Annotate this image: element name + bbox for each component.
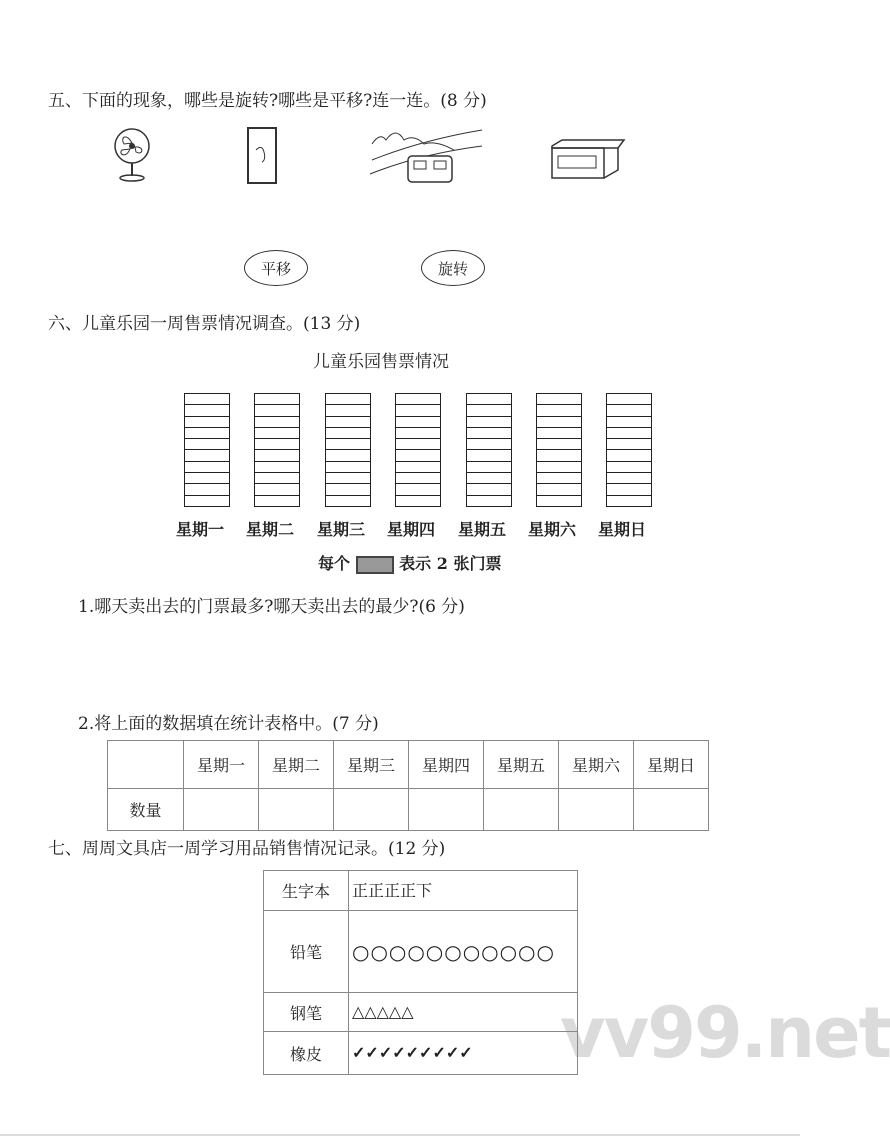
legend-suffix: 表示 2 张门票 [399, 554, 502, 573]
header-cell: 星期二 [258, 741, 333, 789]
ticket-box [467, 405, 511, 416]
header-cell: 星期六 [558, 741, 633, 789]
day-label: 星期六 [528, 520, 577, 539]
day-label: 星期二 [246, 520, 295, 539]
ticket-box [255, 439, 299, 450]
option-rotation[interactable]: 旋转 [421, 250, 485, 286]
ticket-box [326, 484, 370, 495]
header-cell: 星期一 [183, 741, 258, 789]
ticket-box [396, 439, 440, 450]
ticket-box [326, 405, 370, 416]
q5-heading: 五、下面的现象，哪些是旋转?哪些是平移?连一连。(8 分) [48, 91, 487, 111]
pictograph-column [184, 393, 230, 507]
ticket-box [326, 473, 370, 484]
ticket-box [396, 428, 440, 439]
header-cell: 星期五 [483, 741, 558, 789]
q6-sub2: 2.将上面的数据填在统计表格中。(7 分) [78, 714, 379, 734]
ticket-box [537, 450, 581, 461]
tally-marks: △△△△△ [349, 993, 578, 1032]
day-label: 星期四 [387, 520, 436, 539]
ticket-stat-table [107, 740, 709, 831]
q7-heading: 七、周周文具店一周学习用品销售情况记录。(12 分) [48, 839, 446, 859]
day-label: 星期一 [176, 520, 225, 539]
row-label: 数量 [108, 789, 184, 831]
pictograph-column [325, 393, 371, 507]
ticket-box [396, 496, 440, 506]
ticket-box [396, 394, 440, 405]
quantity-input-cell[interactable] [183, 789, 258, 831]
ticket-box [255, 496, 299, 506]
pictograph-column [466, 393, 512, 507]
ticket-box [326, 496, 370, 506]
ticket-box [537, 462, 581, 473]
ticket-box [467, 428, 511, 439]
ticket-box [467, 450, 511, 461]
ticket-box [255, 484, 299, 495]
ticket-box [185, 405, 229, 416]
quantity-input-cell[interactable] [558, 789, 633, 831]
ticket-box [467, 394, 511, 405]
header-cell: 星期日 [633, 741, 708, 789]
chart-legend [318, 551, 501, 574]
ticket-box [326, 439, 370, 450]
corner-cell [108, 741, 184, 789]
ticket-box [607, 428, 651, 439]
item-name: 橡皮 [264, 1032, 349, 1075]
legend-box-icon [356, 556, 394, 574]
ticket-box [467, 484, 511, 495]
tally-marks: ○○○○○○○○○○○ [349, 911, 578, 993]
cable-car-icon [368, 124, 484, 186]
ticket-box [537, 394, 581, 405]
header-cell: 星期四 [408, 741, 483, 789]
watermark: vv99.net [560, 992, 890, 1074]
ticket-box [255, 473, 299, 484]
sliding-door-icon [245, 126, 281, 186]
ticket-box [467, 496, 511, 506]
tally-marks: ✓✓✓✓✓✓✓✓✓ [349, 1032, 578, 1075]
ticket-box [255, 450, 299, 461]
ticket-box [537, 473, 581, 484]
ticket-box [396, 473, 440, 484]
ticket-box [326, 462, 370, 473]
ticket-box [607, 405, 651, 416]
ticket-box [396, 462, 440, 473]
fan-icon [112, 126, 154, 184]
option-translation[interactable]: 平移 [244, 250, 308, 286]
ticket-box [607, 462, 651, 473]
ticket-box [537, 496, 581, 506]
chart-title: 儿童乐园售票情况 [313, 352, 449, 372]
ticket-box [255, 462, 299, 473]
ticket-box [185, 462, 229, 473]
q6-heading: 六、儿童乐园一周售票情况调查。(13 分) [48, 314, 361, 334]
item-name: 铅笔 [264, 911, 349, 993]
ticket-box [185, 428, 229, 439]
ticket-box [607, 484, 651, 495]
quantity-input-cell[interactable] [408, 789, 483, 831]
record-row [264, 871, 578, 911]
quantity-input-cell[interactable] [633, 789, 708, 831]
day-label: 星期三 [317, 520, 366, 539]
header-cell: 星期三 [333, 741, 408, 789]
ticket-box [185, 439, 229, 450]
ticket-box [396, 450, 440, 461]
quantity-input-cell[interactable] [483, 789, 558, 831]
ticket-box [537, 417, 581, 428]
ticket-box [607, 417, 651, 428]
ticket-box [607, 496, 651, 506]
ticket-box [255, 394, 299, 405]
ticket-box [326, 394, 370, 405]
ticket-box [255, 428, 299, 439]
ticket-box [255, 417, 299, 428]
pictograph-column [395, 393, 441, 507]
ticket-box [185, 473, 229, 484]
ticket-box [396, 484, 440, 495]
quantity-input-cell[interactable] [258, 789, 333, 831]
ticket-box [607, 450, 651, 461]
ticket-box [326, 450, 370, 461]
ticket-box [537, 405, 581, 416]
record-row [264, 911, 578, 993]
page-bottom-divider [0, 1134, 800, 1136]
ticket-box [467, 473, 511, 484]
ticket-box [467, 462, 511, 473]
ticket-box [467, 439, 511, 450]
ticket-box [326, 428, 370, 439]
ticket-box [185, 417, 229, 428]
record-row [264, 993, 578, 1032]
ticket-box [537, 428, 581, 439]
item-name: 钢笔 [264, 993, 349, 1032]
ticket-box [396, 417, 440, 428]
ticket-box [185, 484, 229, 495]
ticket-box [607, 473, 651, 484]
ticket-box [537, 484, 581, 495]
ticket-box [537, 439, 581, 450]
sales-record-table [263, 870, 578, 1075]
ticket-box [255, 405, 299, 416]
ticket-box [185, 450, 229, 461]
ticket-box [607, 394, 651, 405]
tally-marks: 正正正正下 [349, 871, 578, 911]
ticket-box [185, 496, 229, 506]
ticket-box [467, 417, 511, 428]
day-label: 星期日 [598, 520, 647, 539]
pictograph-column [536, 393, 582, 507]
pictograph-column [606, 393, 652, 507]
ticket-box [326, 417, 370, 428]
record-row [264, 1032, 578, 1075]
ticket-box [396, 405, 440, 416]
day-label: 星期五 [458, 520, 507, 539]
drawer-icon [546, 138, 628, 184]
legend-prefix: 每个 [318, 554, 351, 573]
ticket-box [185, 394, 229, 405]
item-name: 生字本 [264, 871, 349, 911]
ticket-box [607, 439, 651, 450]
q6-sub1: 1.哪天卖出去的门票最多?哪天卖出去的最少?(6 分) [78, 597, 465, 617]
pictograph-column [254, 393, 300, 507]
quantity-input-cell[interactable] [333, 789, 408, 831]
